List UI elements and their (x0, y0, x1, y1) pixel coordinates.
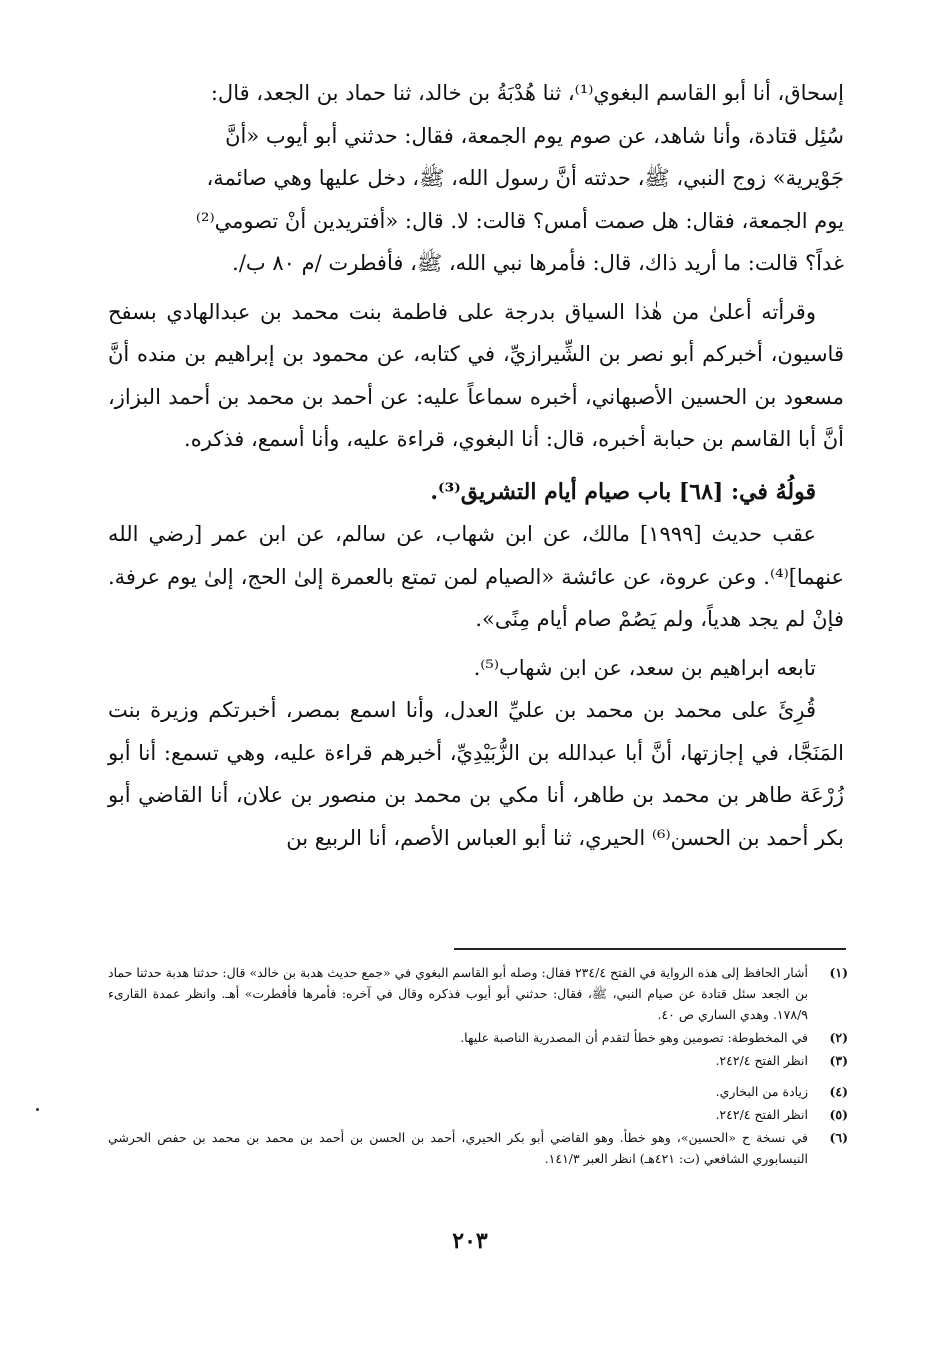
footnote-number: (٤) (829, 1084, 848, 1099)
footnote-number: (٣) (829, 1053, 848, 1068)
section-heading: قولُهُ في: [٦٨] باب صيام أيام التشريق⁽³⁾. (430, 478, 816, 505)
footnote-text: في المخطوطة: تصومين وهو خطأ لتقدم أن المصدرية الناصبة عليها. (460, 1030, 808, 1045)
footnote (108, 1050, 848, 1071)
paragraph: عقب حديث [١٩٩٩] مالك، عن ابن شهاب، عن سالم، عن ابن عمر [رضي الله عنهما]⁽⁴⁾. وعن عروة، عن عائشة «الصيام لمن تمتع بالعمرة إلىٰ الحج، إلىٰ يوم عرفة. فإنْ لم يجد هدياً، ولم يَصُمْ صام أيام مِنًى». (108, 522, 844, 631)
footnote-number: (٢) (829, 1030, 848, 1045)
text-line: يوم الجمعة، فقال: هل صمت أمس؟ قالت: لا. قال: «أفتريدين أنْ تصومي⁽²⁾ (195, 208, 844, 233)
page-number: ٢٠٣ (452, 1228, 488, 1254)
footnotes (108, 962, 848, 1171)
footnote (108, 1027, 848, 1048)
footnote (108, 1104, 848, 1125)
footnote-text: أشار الحافظ إلى هذه الرواية في الفتح ٢٣٤/٤ فقال: وصله أبو القاسم البغوي في «جمع حديث هدبة بن خالد» قال: حدثنا هدبة حدثنا حماد بن الجعد سئل قتادة عن صيام النبي، ﷺ، فقال: حدثني أبو أيوب فذكره وقال في آخره: فأمرها فأفطرت» أهـ. وانظر عمدة القارىء ١٧٨/٩. وهدي الساري ص ٤٠. (108, 965, 808, 1022)
footnote-divider (454, 948, 846, 950)
footnote-text: انظر الفتح ٢٤٢/٤. (715, 1053, 808, 1068)
text-line: إسحاق، أنا أبو القاسم البغوي⁽¹⁾، ثنا هُدْبَةُ بن خالد، ثنا حماد بن الجعد، قال: (210, 81, 844, 105)
scan-speck (36, 1108, 39, 1111)
footnote (108, 1127, 848, 1169)
spacer (108, 1073, 848, 1081)
paragraph: وقرأته أعلىٰ من هٰذا السياق بدرجة على فاطمة بنت محمد بن عبدالهادي بسفح قاسيون، أخبركم أبو نصر بن الشِّيرازيِّ، في كتابه، عن محمود بن إبراهيم بن منده أنَّ مسعود بن الحسين الأصبهاني، أخبره سماعاً عليه: عن أحمد بن محمد بن أحمد البزاز، أنَّ أبا القاسم بن حبابة أخبره، قال: أنا البغوي، قراءة عليه، وأنا أسمع، فذكره. (108, 299, 844, 451)
footnote-text: انظر الفتح ٢٤٢/٤. (715, 1107, 808, 1122)
paragraph: تابعه ابراهيم بن سعد، عن ابن شهاب⁽⁵⁾. (473, 655, 816, 680)
text-line: سُئِل قتادة، وأنا شاهد، عن صوم يوم الجمعة، فقال: حدثني أبو أيوب «أنَّ (225, 123, 844, 148)
paragraph: قُرِئَ على محمد بن محمد بن عليِّ العدل، وأنا اسمع بمصر، أخبرتكم وزيرة بنت المَنَجَّا، في إجازتها، أنَّ أبا عبدالله بن الزُّبَيْدِيِّ، أخبرهم قراءة عليه، وهي تسمع: أنا أبو زُرْعَة طاهر بن محمد بن طاهر، أنا مكي بن محمد بن منصور بن علان، أنا القاضي أبو بكر أحمد بن الحسن⁽⁶⁾ الحيري، ثنا أبو العباس الأصم، أنا الربيع بن (108, 698, 844, 850)
footnote-number: (٦) (829, 1130, 848, 1145)
footnote-number: (٥) (829, 1107, 848, 1122)
main-text (108, 72, 844, 859)
footnote-text: زيادة من البخاري. (715, 1084, 808, 1099)
spacer (108, 461, 844, 467)
text-line: جَوْيرية» زوج النبي، ﷺ، حدثته أنَّ رسول الله، ﷺ، دخل عليها وهي صائمة، (206, 166, 844, 190)
footnote (108, 962, 848, 1025)
footnote (108, 1081, 848, 1102)
footnote-number: (١) (829, 965, 848, 980)
footnote-text: في نسخة ح «الحسين»، وهو خطأ. وهو القاضي أبو بكر الحيري، أحمد بن الحسن بن أحمد بن محمد بن محمد بن حفص الحرشي النيسابوري الشافعي (ت: ٤٢١هـ) انظر العبر ١٤١/٣. (108, 1130, 808, 1166)
text-line: غداً؟ قالت: ما أريد ذاك، قال: فأمرها نبي الله، ﷺ، فأفطرت /م ٨٠ ب/. (232, 251, 844, 275)
